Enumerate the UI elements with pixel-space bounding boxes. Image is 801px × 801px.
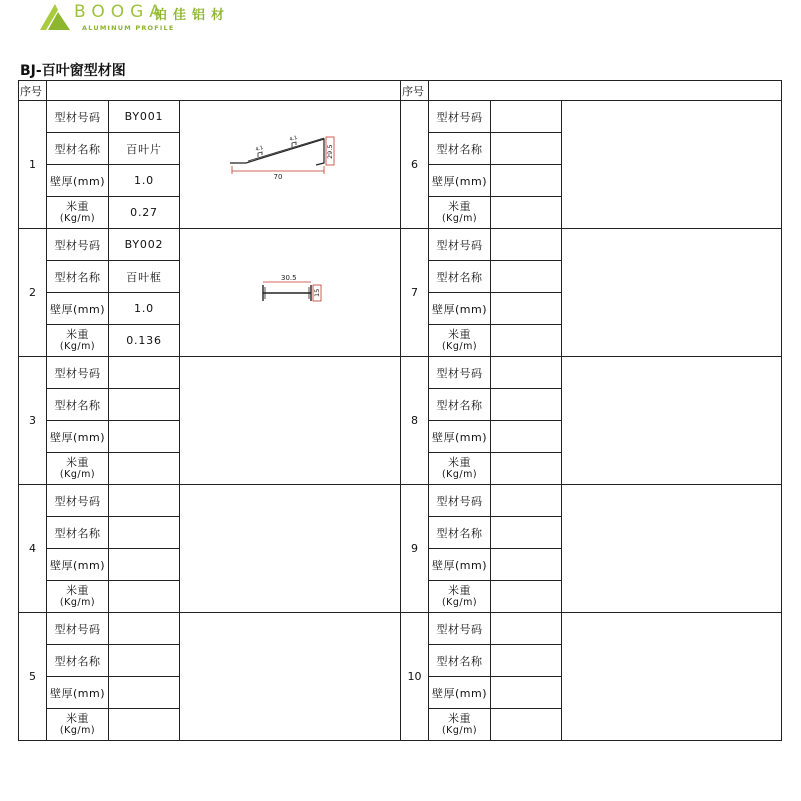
frame-height-dimension-label: 15 [313,288,321,297]
right-label-name: 型材名称 [429,645,491,677]
weight-unit-label: (Kg/m) [59,469,96,480]
weight-unit-label: (Kg/m) [441,725,478,736]
left-value-name: 百叶片 [109,133,180,165]
left-label-weight [47,197,109,229]
weight-label: 米重 [448,328,472,341]
header-blank-left [47,81,401,101]
document-title: BJ-百叶窗型材图 [20,63,126,79]
right-value-code [491,101,562,133]
weight-unit-label: (Kg/m) [59,341,96,352]
weight-label: 米重 [66,584,89,597]
right-value-name [491,133,562,165]
blade-rib-a [258,152,262,157]
left-value-thickness: 1.0 [109,165,180,197]
right-label-thickness: 壁厚(mm) [429,677,491,709]
louver-frame-drawing [245,273,335,313]
weight-label: 米重 [66,200,89,213]
right-value-thickness [491,293,562,325]
left-label-code: 型材号码 [47,101,109,133]
left-value-weight: 0.136 [109,325,180,357]
right-label-weight [429,325,491,357]
left-label-thickness: 壁厚(mm) [47,421,109,453]
right-label-weight [429,709,491,741]
left-label-weight [47,453,109,485]
left-value-weight [109,453,180,485]
right-item-number: 9 [401,485,429,613]
left-label-code: 型材号码 [47,357,109,389]
left-label-name: 型材名称 [47,645,109,677]
table-row [19,229,782,261]
left-drawing-cell [180,101,401,229]
right-label-code: 型材号码 [429,357,491,389]
rib-b-dimension-label: 4.1 [288,134,299,143]
right-drawing-cell [562,485,782,613]
weight-label: 米重 [66,456,89,469]
table-row [19,485,782,517]
width-dimension-label: 70 [273,172,283,181]
left-item-number: 3 [19,357,47,485]
table-row [19,101,782,133]
right-label-thickness: 壁厚(mm) [429,549,491,581]
left-label-name: 型材名称 [47,261,109,293]
left-item-number: 5 [19,613,47,741]
left-label-weight [47,581,109,613]
weight-label: 米重 [448,200,472,213]
left-value-weight: 0.27 [109,197,180,229]
weight-unit-label: (Kg/m) [441,341,478,352]
weight-unit-label: (Kg/m) [59,213,96,224]
right-value-code [491,357,562,389]
left-label-weight [47,709,109,741]
profile-table-wrapper [18,80,782,741]
left-label-name: 型材名称 [47,389,109,421]
right-label-name: 型材名称 [429,261,491,293]
left-value-name [109,389,180,421]
left-item-number: 2 [19,229,47,357]
left-drawing-cell [180,357,401,485]
right-value-code [491,485,562,517]
right-item-number: 10 [401,613,429,741]
right-label-name: 型材名称 [429,389,491,421]
company-logo [38,2,238,36]
right-value-name [491,645,562,677]
right-value-code [491,613,562,645]
right-value-thickness [491,549,562,581]
left-label-name: 型材名称 [47,517,109,549]
weight-unit-label: (Kg/m) [441,469,478,480]
left-value-name: 百叶框 [109,261,180,293]
right-value-code [491,229,562,261]
left-value-thickness [109,677,180,709]
left-label-code: 型材号码 [47,229,109,261]
right-drawing-cell [562,101,782,229]
logo-wordmark: BOOGA [74,2,167,22]
right-label-thickness: 壁厚(mm) [429,165,491,197]
right-drawing-cell [562,613,782,741]
left-value-thickness [109,421,180,453]
right-label-weight [429,197,491,229]
left-value-code [109,357,180,389]
right-value-thickness [491,165,562,197]
right-item-number: 8 [401,357,429,485]
weight-unit-label: (Kg/m) [59,597,96,608]
left-label-thickness: 壁厚(mm) [47,165,109,197]
right-label-thickness: 壁厚(mm) [429,421,491,453]
right-value-name [491,261,562,293]
weight-label: 米重 [448,584,472,597]
weight-unit-label: (Kg/m) [441,597,478,608]
left-value-name [109,645,180,677]
left-label-thickness: 壁厚(mm) [47,677,109,709]
right-label-weight [429,581,491,613]
left-value-code: BY001 [109,101,180,133]
left-value-weight [109,709,180,741]
right-value-weight [491,581,562,613]
left-label-name: 型材名称 [47,133,109,165]
louver-blade-drawing [220,135,360,195]
logo-chinese-name: 铂佳铝材 [154,8,231,23]
header-blank-right [429,81,782,101]
right-label-code: 型材号码 [429,101,491,133]
right-value-name [491,517,562,549]
left-value-code [109,485,180,517]
weight-unit-label: (Kg/m) [441,213,478,224]
left-value-code: BY002 [109,229,180,261]
right-label-thickness: 壁厚(mm) [429,293,491,325]
left-label-weight [47,325,109,357]
weight-unit-label: (Kg/m) [59,725,96,736]
right-value-weight [491,325,562,357]
table-row [19,357,782,389]
logo-mark-icon [38,2,72,32]
left-value-weight [109,581,180,613]
left-label-thickness: 壁厚(mm) [47,293,109,325]
weight-label: 米重 [66,328,89,341]
left-label-code: 型材号码 [47,613,109,645]
weight-label: 米重 [448,712,472,725]
right-label-code: 型材号码 [429,485,491,517]
right-value-weight [491,453,562,485]
logo-tagline: ALUMINUM PROFILE [82,24,175,32]
left-value-code [109,613,180,645]
seq-header-left: 序号 [19,81,47,101]
right-item-number: 7 [401,229,429,357]
right-value-thickness [491,421,562,453]
right-value-thickness [491,677,562,709]
left-value-name [109,517,180,549]
right-label-code: 型材号码 [429,229,491,261]
right-drawing-cell [562,229,782,357]
frame-width-dimension-label: 30.5 [281,273,297,282]
left-value-thickness: 1.0 [109,293,180,325]
right-value-weight [491,197,562,229]
left-label-thickness: 壁厚(mm) [47,549,109,581]
right-value-name [491,389,562,421]
right-label-name: 型材名称 [429,517,491,549]
profile-spec-table [18,80,782,741]
left-label-code: 型材号码 [47,485,109,517]
seq-header-right: 序号 [401,81,429,101]
left-drawing-cell [180,229,401,357]
left-value-thickness [109,549,180,581]
weight-label: 米重 [66,712,89,725]
left-drawing-cell [180,613,401,741]
left-drawing-cell [180,485,401,613]
table-header-row [19,81,782,101]
right-label-code: 型材号码 [429,613,491,645]
height-dimension-label: 29.5 [326,144,334,159]
table-row [19,613,782,645]
left-item-number: 1 [19,101,47,229]
rib-a-dimension-label: 4.1 [254,144,265,153]
right-label-weight [429,453,491,485]
right-item-number: 6 [401,101,429,229]
right-drawing-cell [562,357,782,485]
left-item-number: 4 [19,485,47,613]
right-label-name: 型材名称 [429,133,491,165]
weight-label: 米重 [448,456,472,469]
right-value-weight [491,709,562,741]
